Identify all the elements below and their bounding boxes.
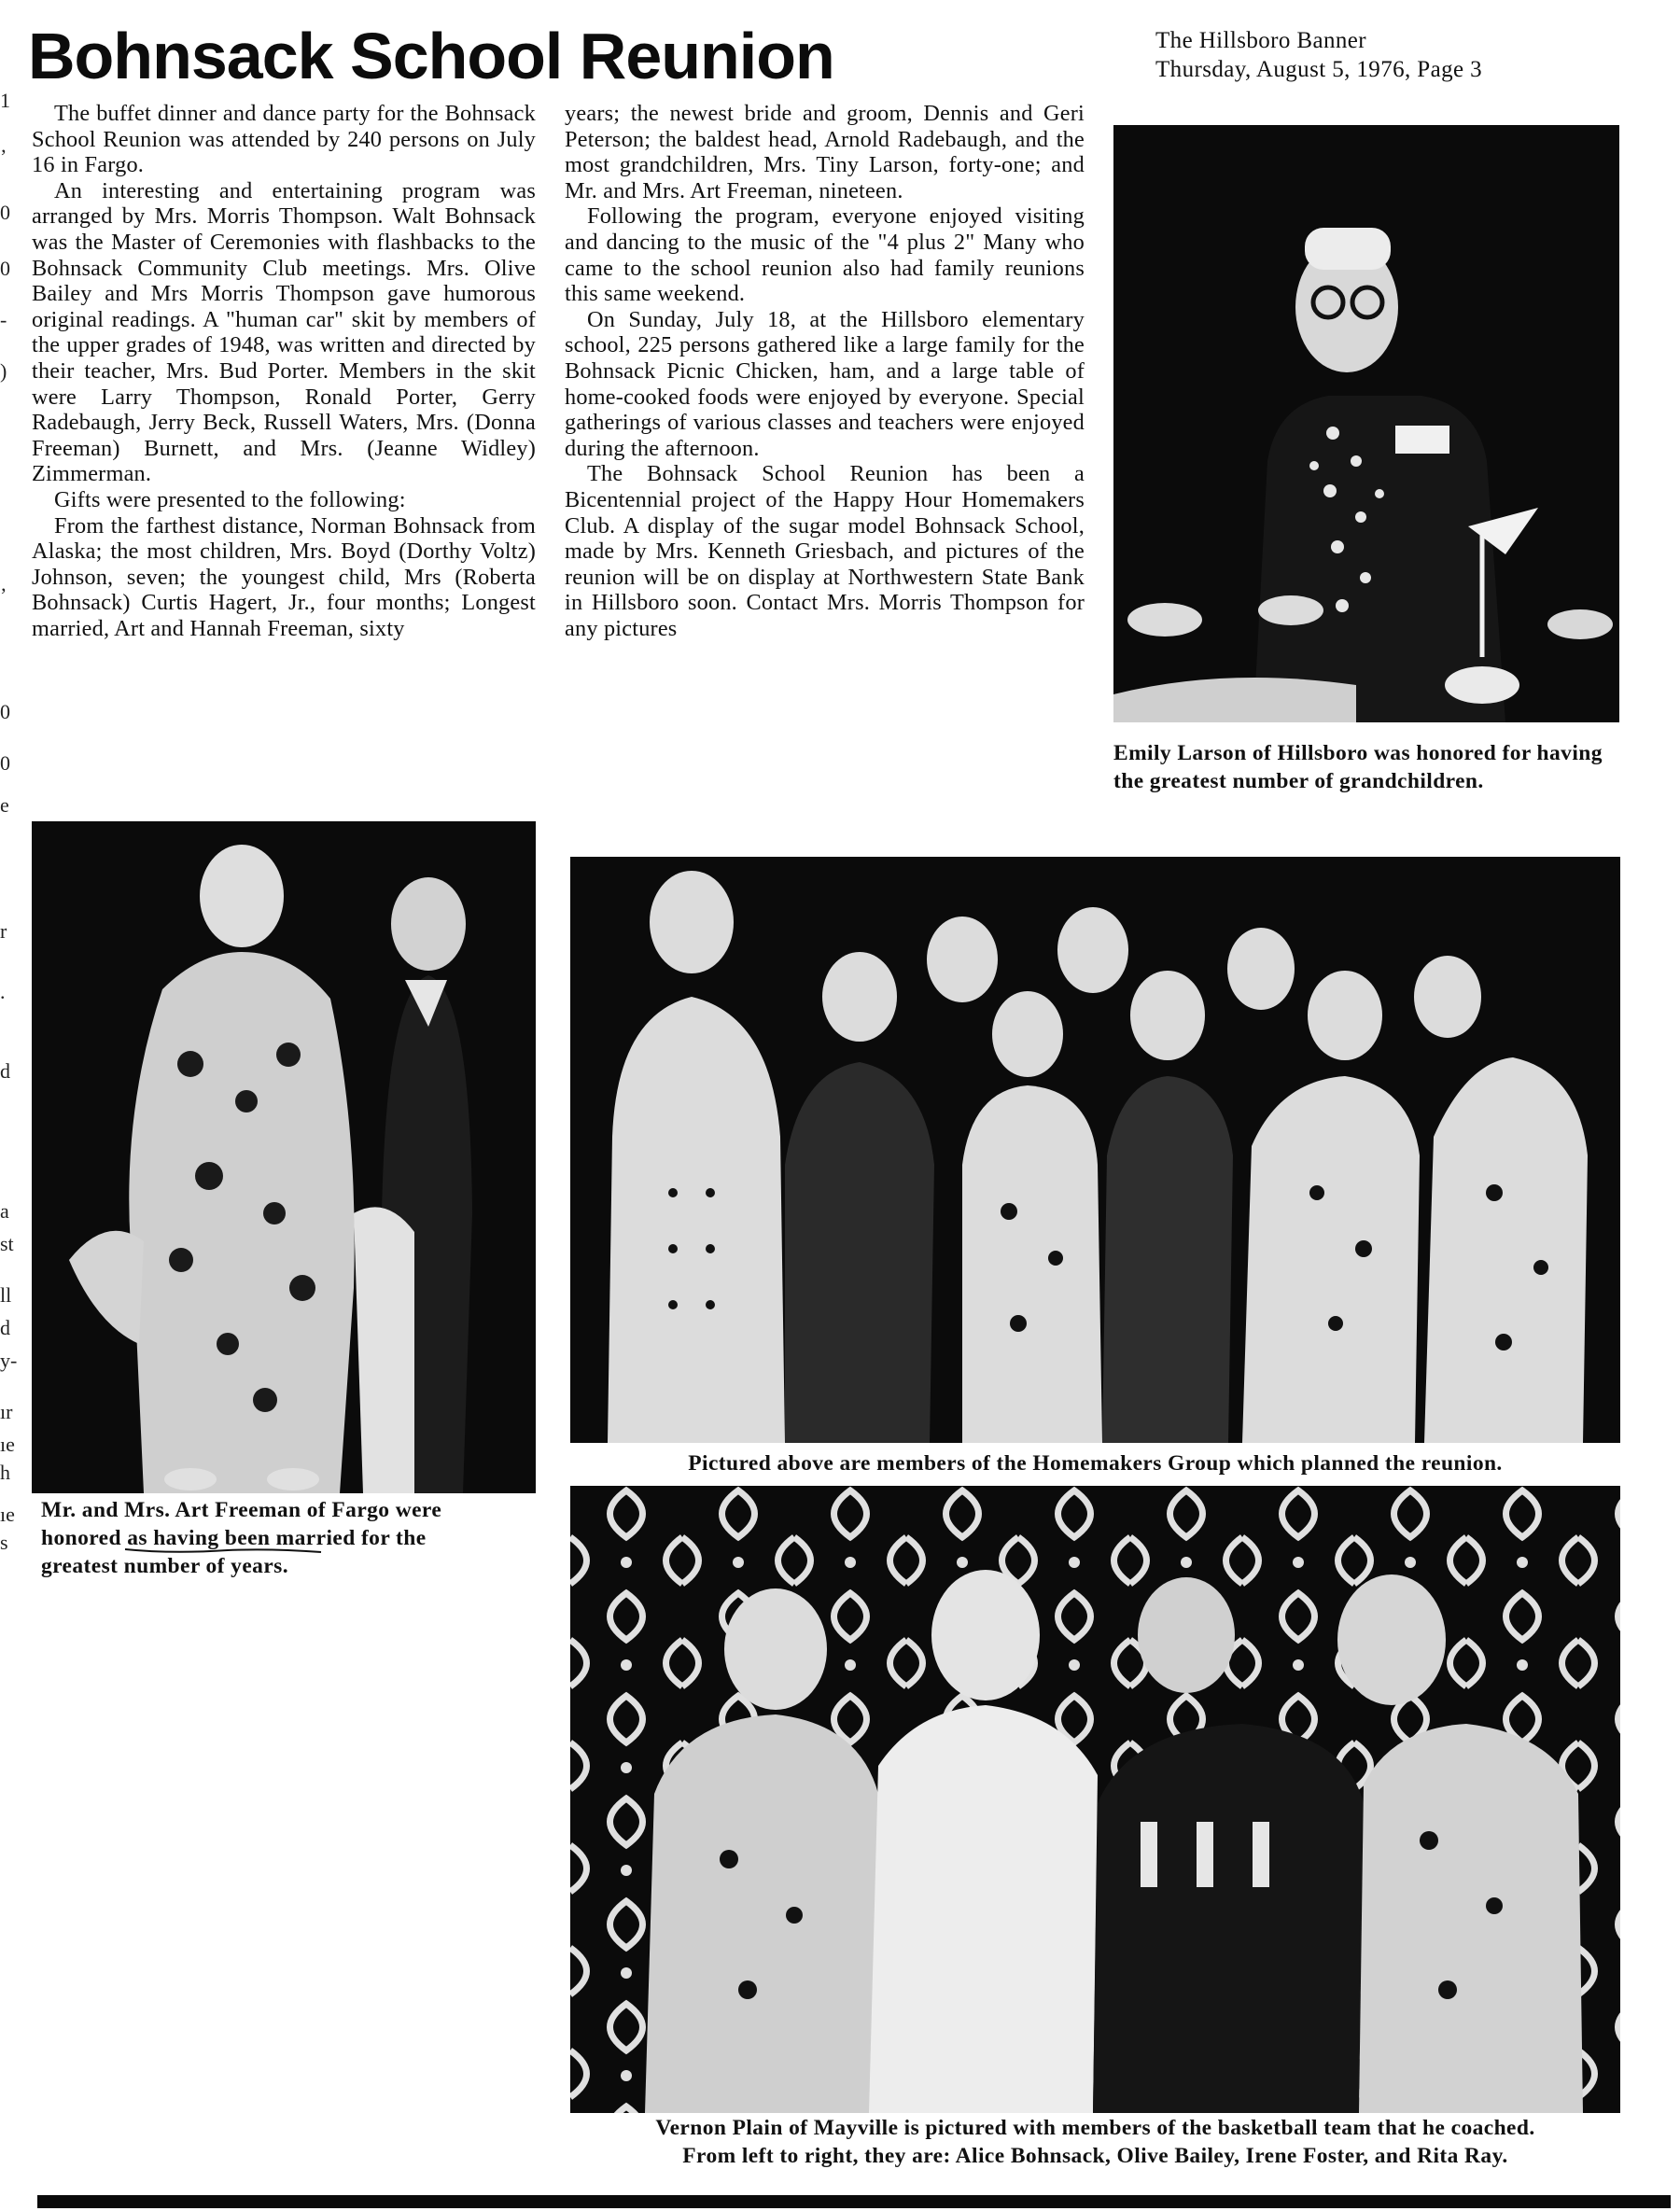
caption-freeman-line: greatest number of years. (41, 1554, 288, 1578)
paper-name: The Hillsboro Banner (1155, 28, 1367, 53)
headline: Bohnsack School Reunion (28, 20, 834, 92)
photo-homemakers-group (570, 857, 1620, 1443)
margin-fragment: 0 (0, 257, 10, 280)
margin-fragment: st (0, 1232, 14, 1255)
margin-fragment: ’ (0, 145, 7, 168)
article-paragraph: years; the newest bride and groom, Dennis and Geri Peterson; the baldest head, Arnold Radebaugh, and the most grandchildren, Mrs. Tiny Larson, forty-one; and Mr. and Mrs. Art Freeman, nineteen. (565, 101, 1085, 203)
margin-fragment: h (0, 1461, 10, 1484)
dateline: Thursday, August 5, 1976, Page 3 (1155, 57, 1483, 82)
margin-fragment: s (0, 1531, 8, 1554)
margin-fragment: ll (0, 1283, 12, 1307)
handwritten-underline (41, 1546, 396, 1557)
photo-emily-larson-image (1113, 125, 1619, 722)
margin-fragment: d (0, 1316, 10, 1339)
photo-basketball-team (570, 1486, 1620, 2113)
margin-fragment: ıe (0, 1503, 15, 1526)
article-paragraph: An interesting and entertaining program was arranged by Mrs. Morris Thompson. Walt Bohnsack was the Master of Ceremonies with flashbacks to the Bohnsack Community Club meetings. Mrs. Olive Bailey and Mrs Morris Thompson gave humorous original readings. A "human car" skit by members of the upper grades of 1948, was written and directed by their teacher, Mrs. Bud Porter. Members in the skit were Larry Thompson, Ronald Porter, Gerry Radebaugh, Jerry Beck, Russell Waters, Mrs. (Donna Freeman) Burnett, and Mrs. (Jeanne Widley) Zimmerman. (32, 177, 536, 487)
caption-homemakers: Pictured above are members of the Homemakers Group which planned the reunion. (688, 1451, 1503, 1476)
photo-homemakers-group-image (570, 857, 1620, 1443)
caption-basketball-line: From left to right, they are: Alice Bohnsack, Olive Bailey, Irene Foster, and Rita Ray. (682, 2144, 1508, 2168)
caption-basketball-line: Vernon Plain of Mayville is pictured with members of the basketball team that he coached. (655, 2116, 1535, 2140)
page-bottom-rule (37, 2195, 1671, 2208)
margin-fragment: ır (0, 1400, 13, 1423)
article-paragraph: The buffet dinner and dance party for the Bohnsack School Reunion was attended by 240 persons on July 16 in Fargo. (32, 101, 536, 178)
photo-freeman-couple (32, 821, 536, 1493)
article-paragraph: Gifts were presented to the following: (54, 486, 406, 512)
margin-fragment: - (0, 308, 7, 331)
caption-freeman-line: Mr. and Mrs. Art Freeman of Fargo were (41, 1498, 442, 1522)
margin-fragment: . (0, 980, 6, 1003)
margin-fragment: y- (0, 1349, 18, 1372)
article-column-2 (565, 101, 1085, 641)
article-column-1 (32, 101, 536, 641)
photo-emily-larson (1113, 125, 1619, 722)
article-paragraph: From the farthest distance, Norman Bohnsack from Alaska; the most children, Mrs. Boyd (Dorthy Voltz) Johnson, seven; the youngest child, Mrs (Roberta Bohnsack) Curtis Hagert, Jr., four months; Longest married, Art and Hannah Freeman, sixty (32, 512, 536, 641)
article-paragraph: On Sunday, July 18, at the Hillsboro elementary school, 225 persons gathered like a large family for the Bohnsack Picnic Chicken, ham, and a large table of home-cooked foods were enjoyed by everyone. Special gatherings of various classes and teachers were enjoyed during the afternoon. (565, 306, 1085, 461)
caption-emily-larson: Emily Larson of Hillsboro was honored for having the greatest number of grandchildren. (1113, 741, 1603, 793)
margin-fragment: d (0, 1059, 10, 1083)
caption-basketball-team (570, 2114, 1620, 2170)
margin-fragment: ıe (0, 1433, 15, 1456)
margin-fragment: 0 (0, 751, 10, 775)
article-paragraph: The Bohnsack School Reunion has been a Bicentennial project of the Happy Hour Homemakers Club. A display of the sugar model Bohnsack School, made by Mrs. Kenneth Griesbach, and pictures of the reunion will be on display at Northwestern State Bank in Hillsboro soon. Contact Mrs. Morris Thompson for any pictures (565, 461, 1085, 641)
margin-fragment: r (0, 919, 7, 943)
caption-freeman-line: honored as having been married for the (41, 1526, 427, 1550)
margin-fragment: 1 (0, 89, 10, 112)
margin-fragment: 0 (0, 201, 10, 224)
margin-fragment: a (0, 1199, 9, 1223)
margin-fragment: ’ (0, 583, 7, 607)
masthead (1155, 26, 1622, 84)
photo-freeman-couple-image (32, 821, 536, 1493)
margin-fragment: 0 (0, 700, 10, 723)
article-paragraph: Following the program, everyone enjoyed visiting and dancing to the music of the "4 plus 2" Many who came to the school reunion also had family reunions this same weekend. (565, 203, 1085, 307)
photo-basketball-team-image (570, 1486, 1620, 2113)
margin-fragment: e (0, 793, 9, 817)
caption-freeman (41, 1496, 545, 1580)
margin-fragment: ) (0, 359, 7, 383)
